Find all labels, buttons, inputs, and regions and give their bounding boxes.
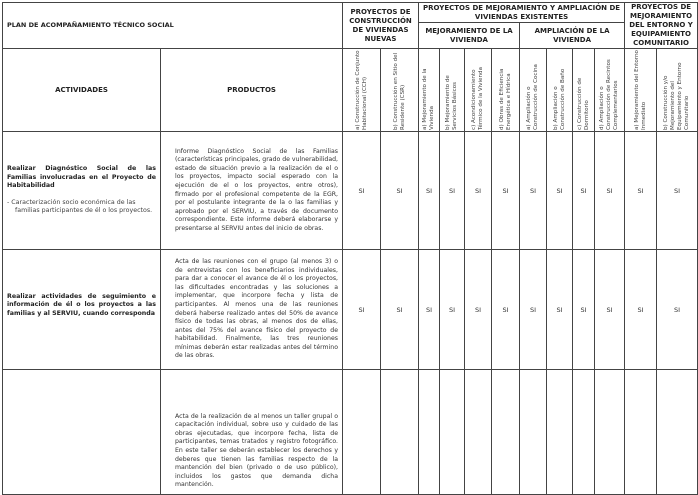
applies-mark (492, 370, 520, 495)
applies-mark (440, 370, 465, 495)
sub-col: c) Acondicionamiento Térmico de la Vivienda (471, 66, 485, 130)
group-existing-housing: PROYECTOS DE MEJORAMIENTO Y AMPLIACIÓN DE VIVIENDAS EXISTENTES (419, 3, 625, 23)
applies-mark: SI (573, 250, 595, 370)
sub-col: d) Ampliación o Construcción de Recintos Complementarios (599, 59, 620, 130)
sub-col: a) Mejoramiento del Entorno Inmediato (633, 50, 647, 130)
applies-mark: SI (520, 132, 547, 250)
applies-mark: SI (547, 250, 573, 370)
applies-mark: SI (465, 250, 492, 370)
applies-mark: SI (657, 250, 698, 370)
applies-mark: SI (625, 132, 657, 250)
applies-mark: SI (343, 132, 381, 250)
plan-title: PLAN DE ACOMPAÑAMIENTO TÉCNICO SOCIAL (3, 3, 343, 49)
applies-mark: SI (573, 132, 595, 250)
sub-ampliacion: AMPLIACIÓN DE LA VIVIENDA (520, 23, 625, 49)
sub-col: b) Construcción y/o Mejoramiento del Equipamiento y Entorno Comunitario (663, 62, 691, 130)
applies-mark: SI (381, 132, 419, 250)
applies-mark (657, 370, 698, 495)
activity-cell (3, 132, 161, 250)
activity-cell (3, 250, 161, 370)
applies-mark: SI (595, 132, 625, 250)
applies-mark (419, 370, 440, 495)
applies-mark (343, 370, 381, 495)
sub-mejoramiento: MEJORAMIENTO DE LA VIVIENDA (419, 23, 520, 49)
product-cell: Acta de la realización de al menos un taller grupal o capacitación individual, sobre uso y cuidado de las obras ejecutadas, que incorpore fecha, lista de participantes, temas tratados y registro fotográfico. En este taller se deberán establecer los derechos y deberes que tienen las familias respecto de la mantención del bien (privado o de uso público), incluidos los gastos que demanda dicha mantención. (161, 370, 343, 495)
plan-table (2, 2, 698, 495)
sub-col: b) Ampliación o Construcción de Baño (552, 68, 566, 130)
applies-mark: SI (595, 250, 625, 370)
applies-mark: SI (520, 250, 547, 370)
group-entorno: PROYECTOS DE MEJORAMIENTO DEL ENTORNO Y EQUIPAMIENTO COMUNITARIO (625, 3, 698, 49)
applies-mark: SI (547, 132, 573, 250)
applies-mark: SI (657, 132, 698, 250)
product-cell: Acta de las reuniones con el grupo (al menos 3) o de entrevistas con los beneficiarios individuales, para dar a conocer el avance de él o los proyectos, las dificultades encontradas y las soluciones a implementar, que incorpore fecha y lista de participantes. Al menos una de las reuniones deberá haberse realizado antes del 50% de avance físico de todas las obras, al menos dos de ellas, antes del 75% del avance físico del proyecto de habitabilidad. Finalmente, las tres reuniones mínimas deberán estar realizadas antes del término de las obras. (161, 250, 343, 370)
applies-mark: SI (440, 132, 465, 250)
sub-col: b) Mejoramiento de Servicios Básicos (445, 75, 459, 130)
applies-mark: SI (343, 250, 381, 370)
applies-mark: SI (419, 132, 440, 250)
activity-subitem: - Caracterización socio económica de las familias participantes de él o los proyectos. (7, 198, 153, 215)
sub-col: a) Construcción de Conjunto Habitacional (CCH) (354, 50, 368, 130)
sub-col: d) Obras de Eficiencia Energética e Hídrica (498, 68, 512, 130)
sub-col: a) Mejoramiento de la Vivienda (422, 68, 436, 130)
applies-mark: SI (492, 132, 520, 250)
product-cell: Informe Diagnóstico Social de las Familias (características principales, grado de vulnerabilidad, estado de situación previo a la realización de el o los proyectos, impacto social esperado con la ejecución de el o los proyectos, entre otros), firmado por el profesional competente de la EGR, por el postulante integrante de la o las familias y aprobado por el SERVIU, a través de documento correspondiente. Este informe deberá elaborarse y presentarse al SERVIU antes del inicio de obras. (161, 132, 343, 250)
activity-cell (3, 370, 161, 495)
sub-col: a) Ampliación o Construcción de Cocina (526, 64, 540, 130)
applies-mark (547, 370, 573, 495)
applies-mark (465, 370, 492, 495)
applies-mark: SI (419, 250, 440, 370)
activity-title: Realizar actividades de seguimiento e información de él o los proyectos a las familias y al SERVIU, cuando corresponda (7, 292, 156, 317)
sub-col: b) Construcción en Sitio del Residente (CSR) (392, 52, 406, 130)
sub-col: c) Construcción de Dormitorio (576, 77, 590, 130)
table-row (3, 132, 698, 250)
applies-mark (573, 370, 595, 495)
applies-mark (625, 370, 657, 495)
col-productos: PRODUCTOS (161, 49, 343, 132)
table-row (3, 370, 698, 495)
group-new-housing: PROYECTOS DE CONSTRUCCIÓN DE VIVIENDAS NUEVAS (343, 3, 419, 49)
applies-mark: SI (381, 250, 419, 370)
applies-mark (520, 370, 547, 495)
applies-mark (381, 370, 419, 495)
applies-mark (595, 370, 625, 495)
applies-mark: SI (625, 250, 657, 370)
col-actividades: ACTIVIDADES (3, 49, 161, 132)
table-row (3, 250, 698, 370)
applies-mark: SI (440, 250, 465, 370)
activity-title: Realizar Diagnóstico Social de las Familias involucradas en el Proyecto de Habitabilidad (7, 165, 156, 190)
applies-mark: SI (465, 132, 492, 250)
applies-mark: SI (492, 250, 520, 370)
